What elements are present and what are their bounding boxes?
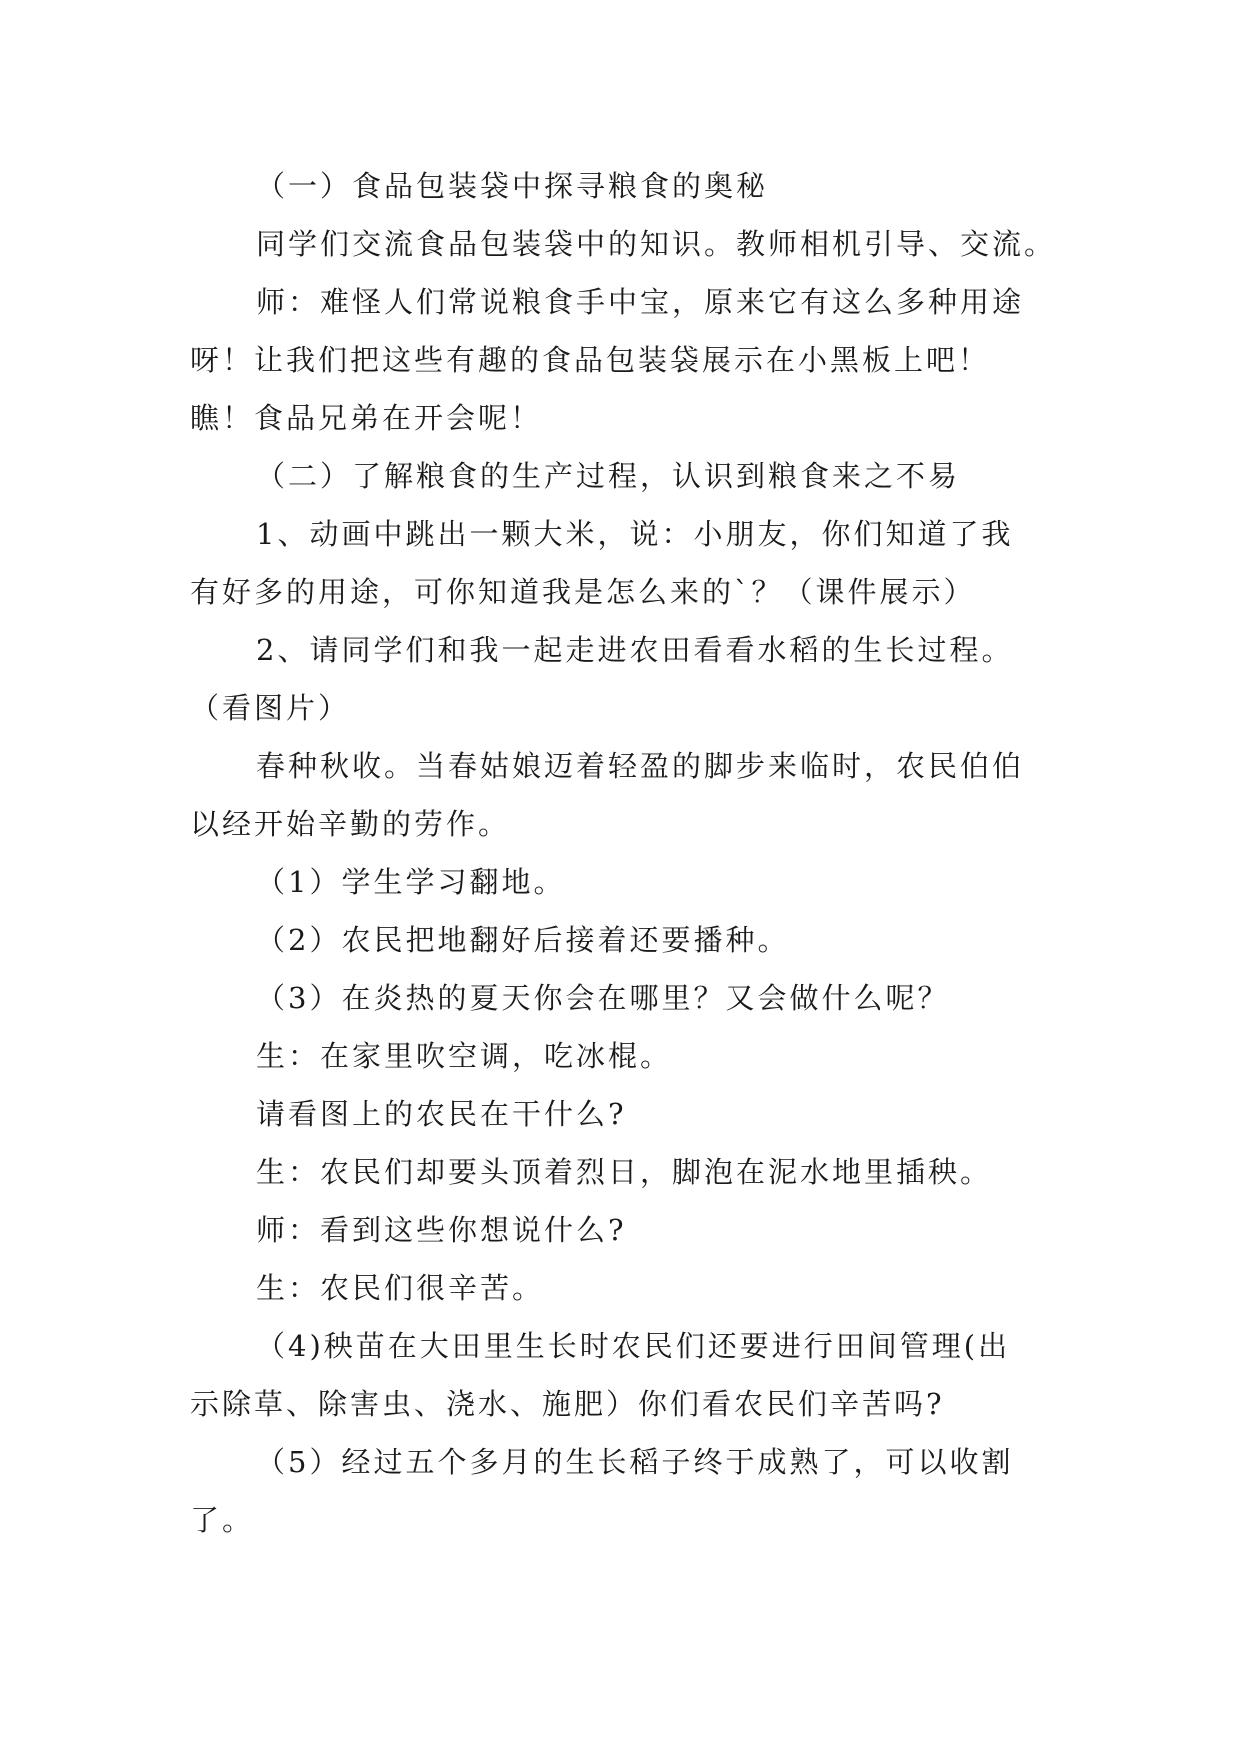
section-heading: （二）了解粮食的生产过程，认识到粮食来之不易	[256, 459, 961, 493]
paragraph-line: 生：农民们却要头顶着烈日，脚泡在泥水地里插秧。	[256, 1155, 993, 1189]
paragraph-line: （看图片）	[190, 691, 351, 725]
paragraph-line: （1）学生学习翻地。	[256, 865, 566, 899]
document-body	[190, 157, 1060, 1549]
paragraph-line: 了。	[190, 1503, 255, 1537]
paragraph-line: 有好多的用途，可你知道我是怎么来的`？（课件展示）	[190, 575, 976, 609]
paragraph-line: 春种秋收。当春姑娘迈着轻盈的脚步来临时，农民伯伯	[256, 749, 1025, 783]
paragraph-line: 生：农民们很辛苦。	[256, 1271, 545, 1305]
paragraph-line: 生：在家里吹空调，吃冰棍。	[256, 1039, 673, 1073]
paragraph-line: 1、动画中跳出一颗大米，说：小朋友，你们知道了我	[256, 517, 1014, 551]
paragraph-line: 同学们交流食品包装袋中的知识。教师相机引导、交流。	[256, 227, 1057, 261]
paragraph-line: （4)秧苗在大田里生长时农民们还要进行田间管理(出	[256, 1329, 1011, 1363]
paragraph-line: 以经开始辛勤的劳作。	[190, 807, 511, 841]
paragraph-line: 师：看到这些你想说什么?	[256, 1213, 627, 1247]
paragraph-line: 呀！让我们把这些有趣的食品包装袋展示在小黑板上吧！	[190, 343, 991, 377]
paragraph-line: 2、请同学们和我一起走进农田看看水稻的生长过程。	[256, 633, 1014, 667]
paragraph-line: 请看图上的农民在干什么?	[256, 1097, 627, 1131]
paragraph-line: （一）食品包装袋中探寻粮食的奥秘	[256, 169, 769, 203]
paragraph-line: （3）在炎热的夏天你会在哪里？又会做什么呢？	[256, 981, 950, 1015]
paragraph-line: 师：难怪人们常说粮食手中宝，原来它有这么多种用途	[256, 285, 1025, 319]
paragraph-line: 示除草、除害虫、浇水、施肥）你们看农民们辛苦吗?	[190, 1387, 945, 1421]
paragraph-line: 瞧！食品兄弟在开会呢！	[190, 401, 543, 435]
paragraph-line: （2）农民把地翻好后接着还要播种。	[256, 923, 790, 957]
paragraph-line: （5）经过五个多月的生长稻子终于成熟了，可以收割	[256, 1445, 1014, 1479]
